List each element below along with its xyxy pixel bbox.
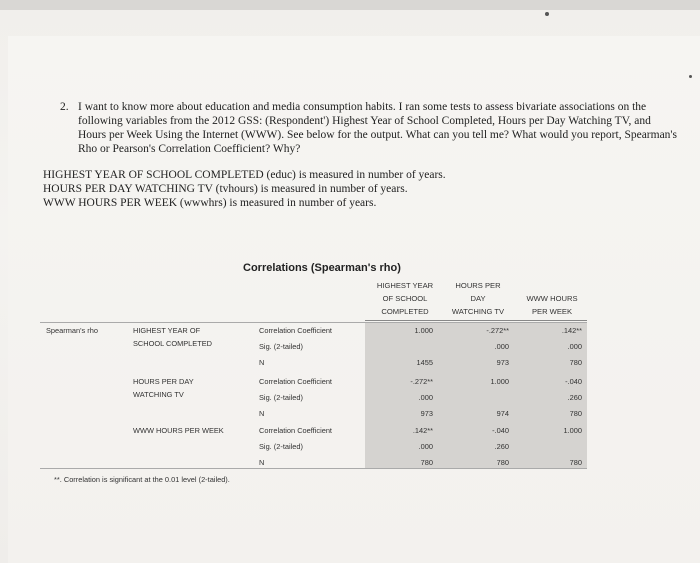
table-cell: .000: [418, 393, 433, 402]
top-edge: [0, 0, 700, 10]
spearman-rho-label: Spearman's rho: [46, 326, 98, 335]
speck: [689, 75, 692, 78]
table-cell: -.272**: [410, 377, 433, 386]
table-bottom-rule: [40, 468, 587, 469]
statistic-label: N: [259, 458, 265, 467]
question-number: 2.: [60, 101, 69, 113]
statistic-label: Correlation Coefficient: [259, 377, 332, 386]
table-cell: 973: [420, 409, 433, 418]
variable-label-line2: SCHOOL COMPLETED: [133, 339, 212, 348]
table-cell: 1.000: [414, 326, 433, 335]
table-cell: 780: [569, 458, 582, 467]
table-cell: .142**: [561, 326, 582, 335]
table-title: Correlations (Spearman's rho): [243, 262, 401, 274]
table-cell: .000: [418, 442, 433, 451]
statistic-label: Correlation Coefficient: [259, 326, 332, 335]
definition-wwwhrs: WWW HOURS PER WEEK (wwwhrs) is measured in number of years.: [43, 197, 377, 209]
table-cell: 1.000: [490, 377, 509, 386]
table-cell: 780: [420, 458, 433, 467]
table-cell: 1.000: [563, 426, 582, 435]
variable-label: HOURS PER DAY: [133, 377, 194, 386]
variable-label: WWW HOURS PER WEEK: [133, 426, 224, 435]
statistic-label: Correlation Coefficient: [259, 426, 332, 435]
table-cell: 780: [496, 458, 509, 467]
definition-tvhours: HOURS PER DAY WATCHING TV (tvhours) is measured in number of years.: [43, 183, 408, 195]
statistic-label: Sig. (2-tailed): [259, 393, 303, 402]
column-header-wwwhrs: WWW HOURS PER WEEK: [526, 294, 578, 316]
table-cell: .260: [567, 393, 582, 402]
variable-label: HIGHEST YEAR OF: [133, 326, 201, 335]
question-text: I want to know more about education and media consumption habits. I ran some tests to assess bivariate associations on the following variables from the 2012 GSS: (Respondent') Highest Year of School Completed, Hours per Day Watching TV, and Hours per Week Using the Internet (WWW). See below for the output. What can you tell me? What would you report, Spearman's Rho or Pearson's Correlation Coefficient? Why?: [78, 101, 677, 155]
speck: [545, 12, 549, 16]
table-cell: .260: [494, 442, 509, 451]
column-header-educ: HIGHEST YEAR OF SCHOOL COMPLETED: [376, 281, 434, 316]
table-cell: 974: [496, 409, 509, 418]
table-cell: 780: [569, 409, 582, 418]
table-cell: -.040: [565, 377, 582, 386]
table-cell: 973: [496, 358, 509, 367]
table-cell: 780: [569, 358, 582, 367]
table-cell: 1455: [416, 358, 433, 367]
table-cell: -.040: [492, 426, 509, 435]
column-header-tvhours: HOURS PER DAY WATCHING TV: [451, 281, 505, 316]
table-cell: -.272**: [486, 326, 509, 335]
header-rule: [365, 320, 587, 321]
statistic-label: N: [259, 358, 265, 367]
table-cell: .000: [567, 342, 582, 351]
definition-educ: HIGHEST YEAR OF SCHOOL COMPLETED (educ) is measured in number of years.: [43, 169, 446, 181]
statistic-label: Sig. (2-tailed): [259, 442, 303, 451]
statistic-label: Sig. (2-tailed): [259, 342, 303, 351]
variable-definitions: [43, 168, 543, 210]
table-cell: .000: [494, 342, 509, 351]
variable-label-line2: WATCHING TV: [133, 390, 184, 399]
table-cell: .142**: [412, 426, 433, 435]
table-footnote: **. Correlation is significant at the 0.01 level (2-tailed).: [54, 475, 230, 484]
statistic-label: N: [259, 409, 265, 418]
